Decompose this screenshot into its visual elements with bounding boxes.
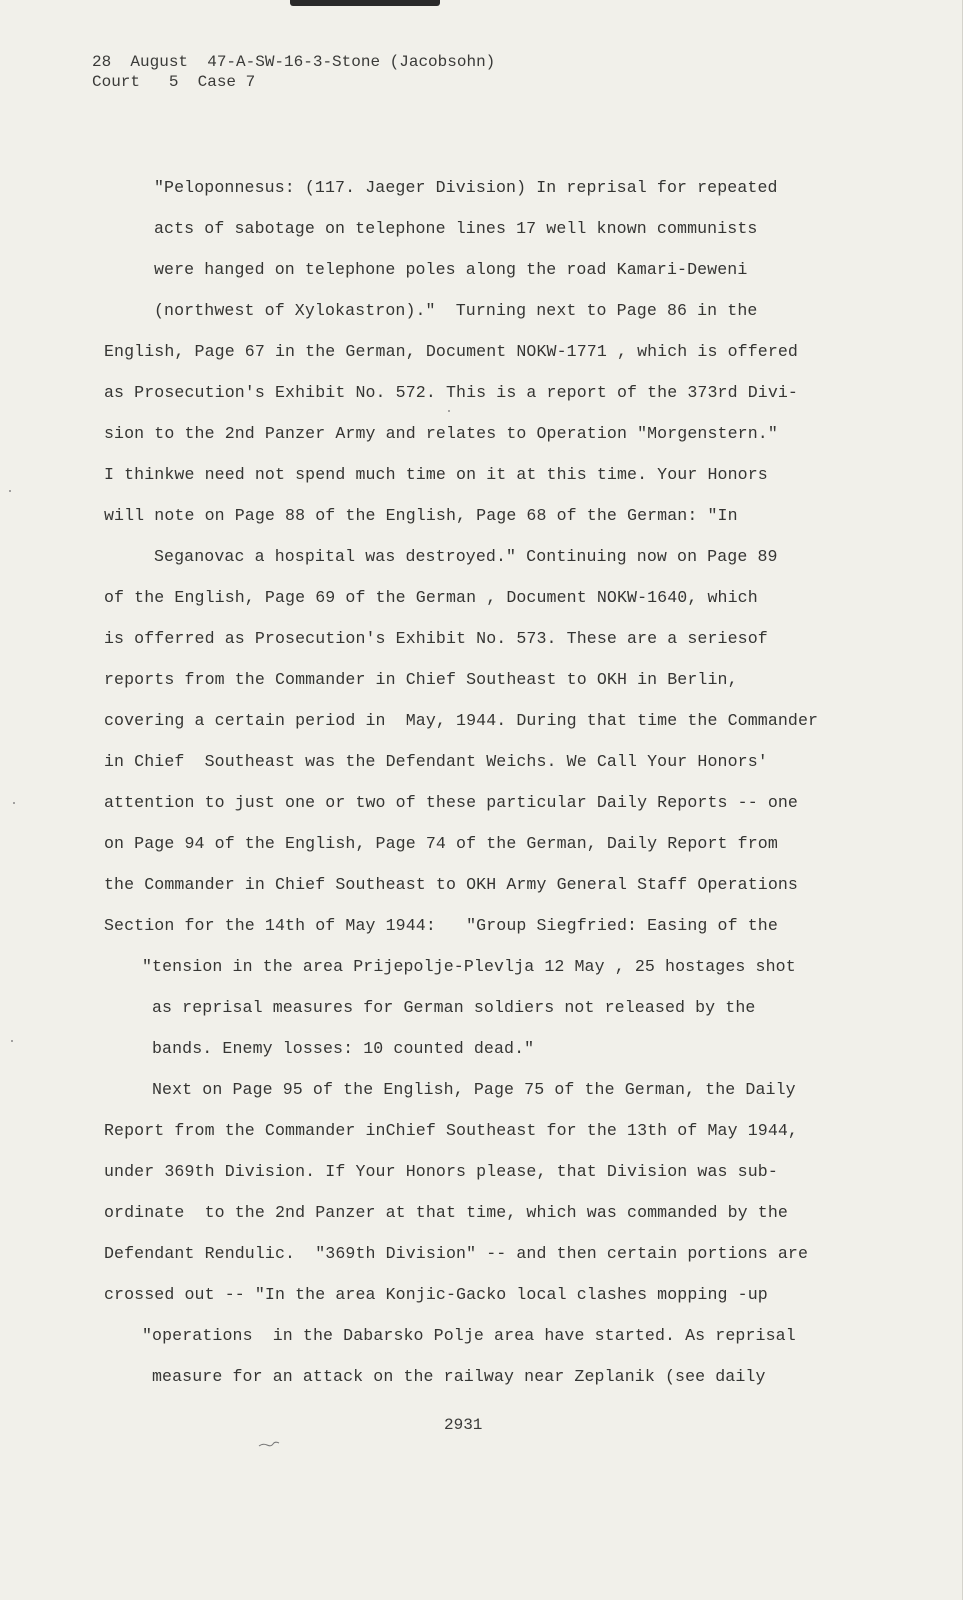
body-line: Seganovac a hospital was destroyed." Continuing now on Page 89 xyxy=(154,547,778,566)
body-line: covering a certain period in May, 1944. During that time the Commander xyxy=(104,711,819,730)
body-line: attention to just one or two of these particular Daily Reports -- one xyxy=(104,793,798,812)
binding-mark xyxy=(290,0,440,6)
quoted-line: as reprisal measures for German soldiers not released by the xyxy=(152,998,756,1017)
body-line: Report from the Commander inChief Southeast for the 13th of May 1944, xyxy=(104,1121,798,1140)
body-line: of the English, Page 69 of the German , Document NOKW-1640, which xyxy=(104,588,758,607)
body-line: is offerred as Prosecution's Exhibit No. 573. These are a seriesof xyxy=(104,629,768,648)
body-line: acts of sabotage on telephone lines 17 well known communists xyxy=(154,219,758,238)
body-line: "Peloponnesus: (117. Jaeger Division) In reprisal for repeated xyxy=(154,178,778,197)
page-number: 2931 xyxy=(444,1416,483,1434)
document-header xyxy=(92,52,495,92)
quoted-line: bands. Enemy losses: 10 counted dead." xyxy=(152,1039,535,1058)
body-line: Next on Page 95 of the English, Page 75 of the German, the Daily xyxy=(152,1080,796,1099)
header-line-1: 28 August 47-A-SW-16-3-Stone (Jacobsohn) xyxy=(92,53,496,71)
body-line: English, Page 67 in the German, Document NOKW-1771 , which is offered xyxy=(104,342,798,361)
quoted-line: "tension in the area Prijepolje-Plevlja 12 May , 25 hostages shot xyxy=(142,957,796,976)
body-line: (northwest of Xylokastron)." Turning next to Page 86 in the xyxy=(154,301,758,320)
body-line: I thinkwe need not spend much time on it at this time. Your Honors xyxy=(104,465,768,484)
body-line: sion to the 2nd Panzer Army and relates to Operation "Morgenstern." xyxy=(104,424,778,443)
body-line: reports from the Commander in Chief Southeast to OKH in Berlin, xyxy=(104,670,738,689)
body-line: will note on Page 88 of the English, Page 68 of the German: "In xyxy=(104,506,738,525)
quoted-line: measure for an attack on the railway near Zeplanik (see daily xyxy=(152,1367,766,1386)
body-line: were hanged on telephone poles along the road Kamari-Deweni xyxy=(154,260,748,279)
ink-scribble-mark xyxy=(258,1441,280,1449)
paper-speck xyxy=(448,410,450,412)
quoted-line: "operations in the Dabarsko Polje area have started. As reprisal xyxy=(142,1326,796,1345)
body-line: under 369th Division. If Your Honors please, that Division was sub- xyxy=(104,1162,778,1181)
body-line: Defendant Rendulic. "369th Division" -- and then certain portions are xyxy=(104,1244,809,1263)
header-line-2: Court 5 Case 7 xyxy=(92,73,256,91)
body-line: as Prosecution's Exhibit No. 572. This is a report of the 373rd Divi- xyxy=(104,383,798,402)
body-line: ordinate to the 2nd Panzer at that time, which was commanded by the xyxy=(104,1203,788,1222)
margin-speck xyxy=(11,1040,13,1042)
margin-speck xyxy=(9,490,11,492)
body-line: Section for the 14th of May 1944: "Group Siegfried: Easing of the xyxy=(104,916,778,935)
body-line: on Page 94 of the English, Page 74 of the German, Daily Report from xyxy=(104,834,778,853)
body-line: in Chief Southeast was the Defendant Weichs. We Call Your Honors' xyxy=(104,752,768,771)
body-line: the Commander in Chief Southeast to OKH Army General Staff Operations xyxy=(104,875,798,894)
margin-speck xyxy=(13,802,15,804)
body-line: crossed out -- "In the area Konjic-Gacko local clashes mopping -up xyxy=(104,1285,768,1304)
